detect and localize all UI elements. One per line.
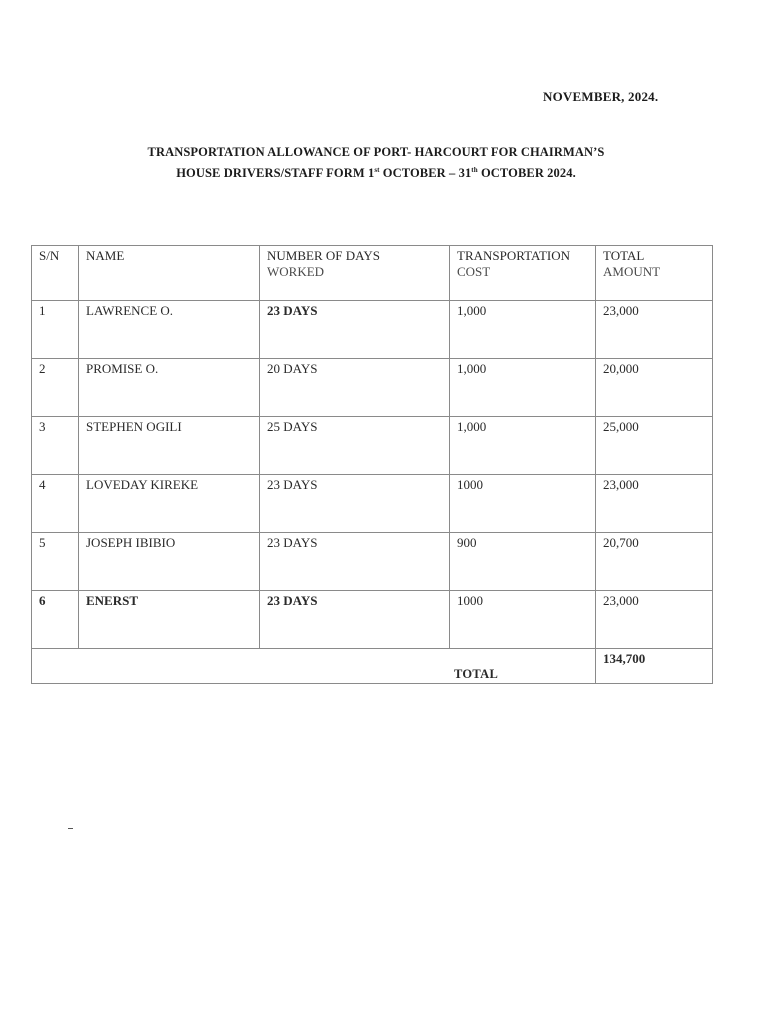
ordinal-th: th: [471, 166, 478, 174]
table-row: [32, 301, 713, 359]
heading-line-2-part-c: OCTOBER 2024.: [477, 166, 576, 180]
heading-line-2-part-a: HOUSE DRIVERS/STAFF FORM 1: [176, 166, 375, 180]
cell-amount: 25,000: [596, 417, 713, 475]
header-name: NAME: [79, 246, 260, 301]
cell-sn: 6: [32, 591, 79, 649]
cell-sn: 2: [32, 359, 79, 417]
cell-cost: 1000: [450, 475, 596, 533]
cell-sn: 1: [32, 301, 79, 359]
header-total: TOTAL AMOUNT: [596, 246, 713, 301]
table-row: [32, 359, 713, 417]
cell-days: 23 DAYS: [260, 533, 450, 591]
cell-name: STEPHEN OGILI: [79, 417, 260, 475]
header-cost: TRANSPORTATION COST: [450, 246, 596, 301]
cell-amount: 20,700: [596, 533, 713, 591]
cell-cost: 900: [450, 533, 596, 591]
cell-days: 20 DAYS: [260, 359, 450, 417]
cell-amount: 23,000: [596, 591, 713, 649]
cell-amount: 23,000: [596, 301, 713, 359]
total-label-cell: [32, 649, 596, 684]
total-row: [32, 649, 713, 684]
cell-sn: 4: [32, 475, 79, 533]
cell-sn: 3: [32, 417, 79, 475]
table-header-row: [32, 246, 713, 301]
document-date: NOVEMBER, 2024.: [543, 89, 659, 104]
allowance-table: [31, 245, 713, 684]
heading-line-1: TRANSPORTATION ALLOWANCE OF PORT- HARCOURT FOR CHAIRMAN’S: [147, 145, 605, 159]
table-row: [32, 591, 713, 649]
header-sn: S/N: [32, 246, 79, 301]
total-label: TOTAL: [454, 667, 499, 681]
cell-name: PROMISE O.: [79, 359, 260, 417]
document-heading: [60, 143, 692, 182]
cell-name: LAWRENCE O.: [79, 301, 260, 359]
cell-cost: 1000: [450, 591, 596, 649]
cell-sn: 5: [32, 533, 79, 591]
table-row: [32, 417, 713, 475]
header-days: NUMBER OF DAYS WORKED: [260, 246, 450, 301]
cell-days: 23 DAYS: [260, 591, 450, 649]
cell-amount: 23,000: [596, 475, 713, 533]
ordinal-st: st: [374, 166, 380, 174]
cell-days: 25 DAYS: [260, 417, 450, 475]
cell-days: 23 DAYS: [260, 301, 450, 359]
cell-name: LOVEDAY KIREKE: [79, 475, 260, 533]
heading-line-2: [60, 161, 692, 182]
grand-total: 134,700: [596, 649, 713, 684]
cell-name: JOSEPH IBIBIO: [79, 533, 260, 591]
stray-mark: [68, 828, 73, 829]
cell-days: 23 DAYS: [260, 475, 450, 533]
cell-cost: 1,000: [450, 301, 596, 359]
table-row: [32, 533, 713, 591]
cell-cost: 1,000: [450, 359, 596, 417]
table-row: [32, 475, 713, 533]
cell-amount: 20,000: [596, 359, 713, 417]
cell-cost: 1,000: [450, 417, 596, 475]
heading-line-2-part-b: OCTOBER – 31: [379, 166, 472, 180]
cell-name: ENERST: [79, 591, 260, 649]
